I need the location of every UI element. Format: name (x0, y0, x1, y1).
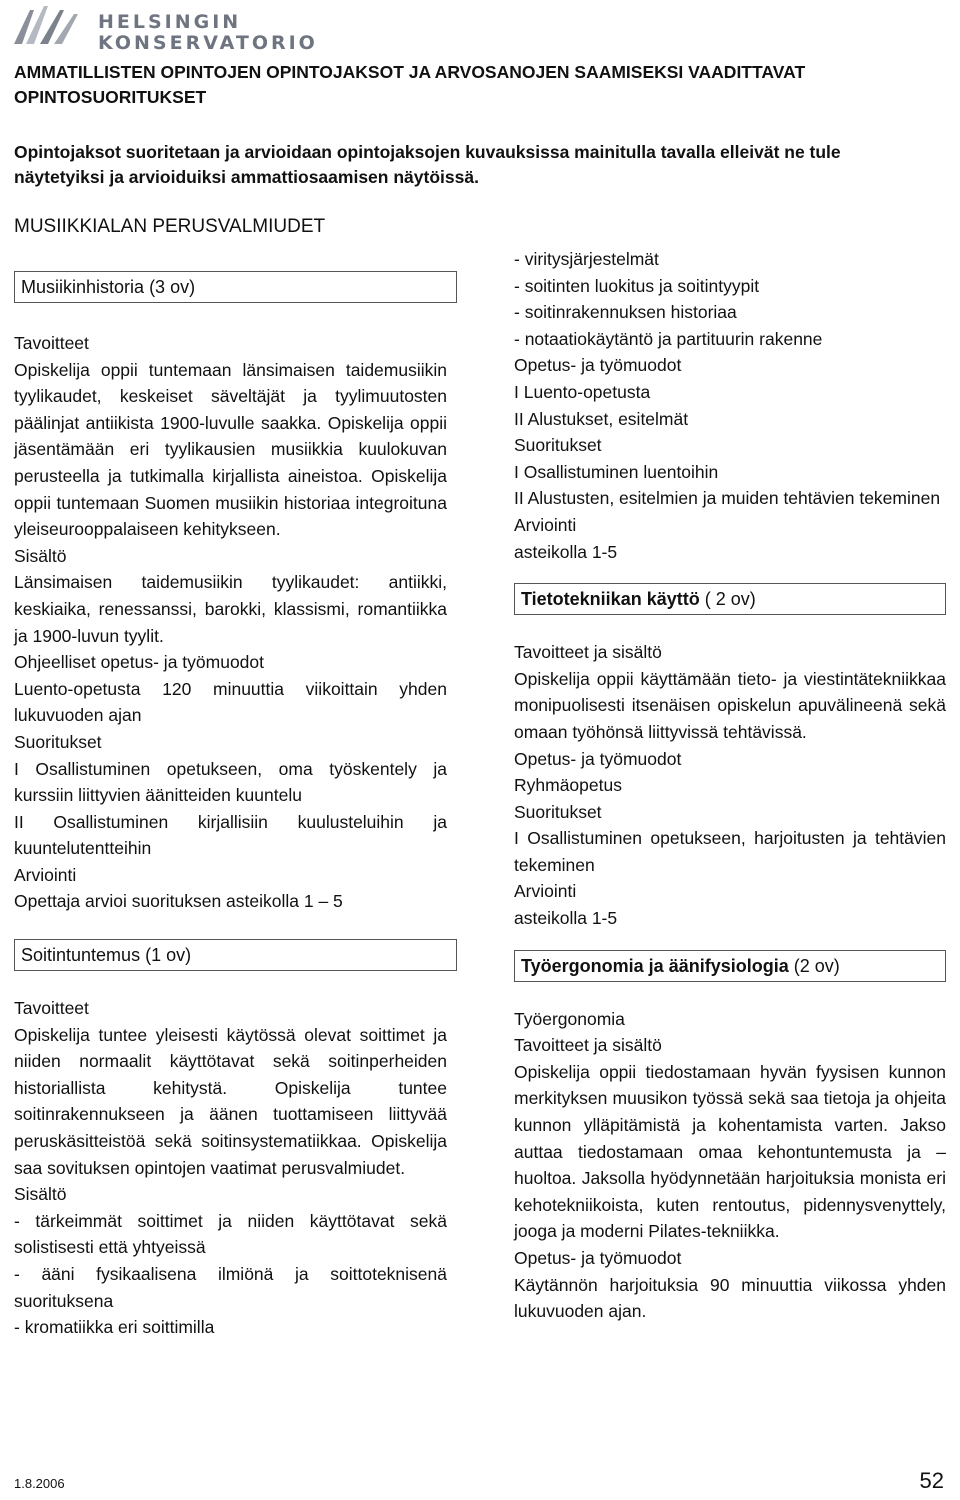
text-suoritukset-1: I Osallistuminen luentoihin (514, 461, 719, 482)
list-item: - kromatiikka eri soittimilla (14, 1317, 215, 1338)
heading-arviointi: Arviointi (14, 864, 77, 885)
heading-tavoitteet: Tavoitteet (14, 998, 89, 1019)
text-arviointi: asteikolla 1-5 (514, 541, 618, 562)
logo-line-2: KONSERVATORIO (98, 32, 318, 54)
heading-suoritukset: Suoritukset (514, 801, 602, 822)
heading-sisalto: Sisältö (14, 1184, 67, 1205)
course-box-tyoergonomia (514, 950, 946, 982)
list-item: - soitinrakennuksen historiaa (514, 302, 737, 323)
heading-suoritukset: Suoritukset (14, 731, 102, 752)
page-title: AMMATILLISTEN OPINTOJEN OPINTOJAKSOT JA ARVOSANOJEN SAAMISEKSI VAADITTAVAT OPINTOSUORITUKSET (14, 62, 806, 107)
text-opetus: Käytännön harjoituksia 90 minuuttia viikossa yhden lukuvuoden ajan. (514, 1274, 946, 1322)
konservatorio-logo (10, 4, 318, 54)
course-title: Työergonomia ja äänifysiologia (521, 955, 789, 976)
text-suoritukset-2: II Alustusten, esitelmien ja muiden tehtävien tekeminen (514, 488, 941, 509)
heading-sisalto: Sisältö (14, 545, 67, 566)
text-opetus-2: II Alustukset, esitelmät (514, 408, 689, 429)
text-tavoitteet: Opiskelija oppii tiedostamaan hyvän fyysisen kunnon merkityksen muusikon työssä sekä saa tietoja ja ohjeita kunnon ylläpitämistä ja kohentamista varten. Jakso auttaa tiedostamaan omaa kehontuntemusta ja –huoltoa. Jaksolla hyödynnetään harjoituksia monista eri kehotekniikoista, kuten rentoutus, pidennysvenyttely, jooga ja moderni Pilates-tekniikka. (514, 1061, 946, 1242)
course-credits: (1 ov) (145, 945, 192, 966)
subtitle: Työergonomia (514, 1008, 625, 1029)
course-credits: (2 ov) (793, 955, 840, 976)
heading-tavoitteet: Tavoitteet (14, 333, 89, 353)
list-item: - ääni fysikaalisena ilmiönä ja soittoteknisenä suorituksena (14, 1264, 447, 1311)
page-number: 52 (919, 1468, 944, 1493)
heading-tavoitteet: Tavoitteet ja sisältö (514, 1035, 662, 1056)
text-suoritukset-2: II Osallistuminen kirjallisiin kuulusteluihin ja kuuntelutentteihin (14, 811, 447, 859)
heading-opetus: Opetus- ja työmuodot (514, 1248, 682, 1268)
footer-date: 1.8.2006 (14, 1476, 65, 1491)
heading-suoritukset: Suoritukset (514, 435, 602, 456)
heading-ohjeelliset: Ohjeelliset opetus- ja työmuodot (14, 652, 264, 673)
course-box-tietotekniikan (514, 583, 946, 615)
left-column (14, 271, 447, 1341)
text-arviointi: asteikolla 1-5 (514, 908, 618, 929)
text-opetus: Ryhmäopetus (514, 775, 622, 796)
course-title: Musiikinhistoria (21, 277, 145, 297)
text-suoritukset: I Osallistuminen opetukseen, harjoitusten ja tehtävien tekeminen (514, 828, 946, 875)
course-title: Tietotekniikan käyttö (521, 589, 700, 610)
heading-arviointi: Arviointi (514, 881, 577, 902)
intro-paragraph: Opintojaksot suoritetaan ja arvioidaan opintojaksojen kuvauksissa mainitulla tavalla elleivät ne tule näytetyiksi ja arvioiduiksi ammattiosaamisen näytöissä. (14, 142, 841, 187)
list-item: - tärkeimmät soittimet ja niiden käyttötavat sekä solistisesti että yhtyeissä (14, 1210, 447, 1258)
right-column (514, 246, 946, 1325)
list-item: - notaatiokäytäntö ja partituurin rakenne (514, 328, 823, 349)
logo-wordmark (98, 12, 318, 54)
text-arviointi: Opettaja arvioi suorituksen asteikolla 1 – 5 (14, 891, 343, 912)
course-box-musiikinhistoria (14, 271, 457, 303)
heading-opetus: Opetus- ja työmuodot (514, 355, 682, 376)
logo-mark-icon (10, 4, 86, 48)
heading-tavoitteet: Tavoitteet ja sisältö (514, 642, 662, 663)
text-opetus-1: I Luento-opetusta (514, 381, 651, 402)
course-credits: (3 ov) (149, 277, 196, 297)
text-sisalto: Länsimaisen taidemusiikin tyylikaudet: antiikki, keskiaika, renessanssi, barokki, klassismi, romantiikka ja 1900-luvun tyylit. (14, 572, 447, 646)
list-item: - viritysjärjestelmät (514, 249, 659, 269)
heading-arviointi: Arviointi (514, 514, 577, 535)
course-title: Soitintuntemus (21, 945, 141, 966)
course-credits: ( 2 ov) (704, 589, 756, 610)
list-item: - soitinten luokitus ja soitintyypit (514, 275, 760, 296)
text-suoritukset-1: I Osallistuminen opetukseen, oma työskentely ja kurssiin liittyvien äänitteiden kuuntelu (14, 758, 447, 806)
heading-opetus: Opetus- ja työmuodot (514, 748, 682, 769)
text-tavoitteet: Opiskelija oppii tuntemaan länsimaisen taidemusiikin tyylikaudet, keskeiset säveltäjät ja tyylimuutosten päälinjat antiikista 1900-luvulle saakka. Opiskelija oppii jäsentämään eri tyylikausien musiikkia kuulokuvan perusteella ja tutkimalla kirjallista aineistoa. Opiskelija oppii tuntemaan Suomen musiikin historiaa integroituna yleiseurooppalaiseen kehitykseen. (14, 359, 447, 540)
text-tavoitteet: Opiskelija oppii käyttämään tieto- ja viestintätekniikkaa monipuolisesti itsenäisen opiskelun apuvälineenä sekä omaan työhönsä liittyvissä tehtävissä. (514, 668, 946, 742)
text-ohjeelliset: Luento-opetusta 120 minuuttia viikoittain yhden lukuvuoden ajan (14, 678, 447, 726)
logo-line-1: HELSINGIN (98, 11, 242, 33)
section-title: MUSIIKKIALAN PERUSVALMIUDET (14, 216, 326, 237)
text-tavoitteet: Opiskelija tuntee yleisesti käytössä olevat soittimet ja niiden normaalit käyttötavat sekä soitinperheiden historiallista kehitystä. Opiskelija tuntee soitinrakennukseen ja äänen tuottamiseen liittyvää peruskäsitteistöä sekä soitinsystematiikkaa. Opiskelija saa sovituksen opintojen vaatimat perusvalmiudet. (14, 1024, 447, 1178)
course-box-soitintuntemus (14, 939, 457, 971)
